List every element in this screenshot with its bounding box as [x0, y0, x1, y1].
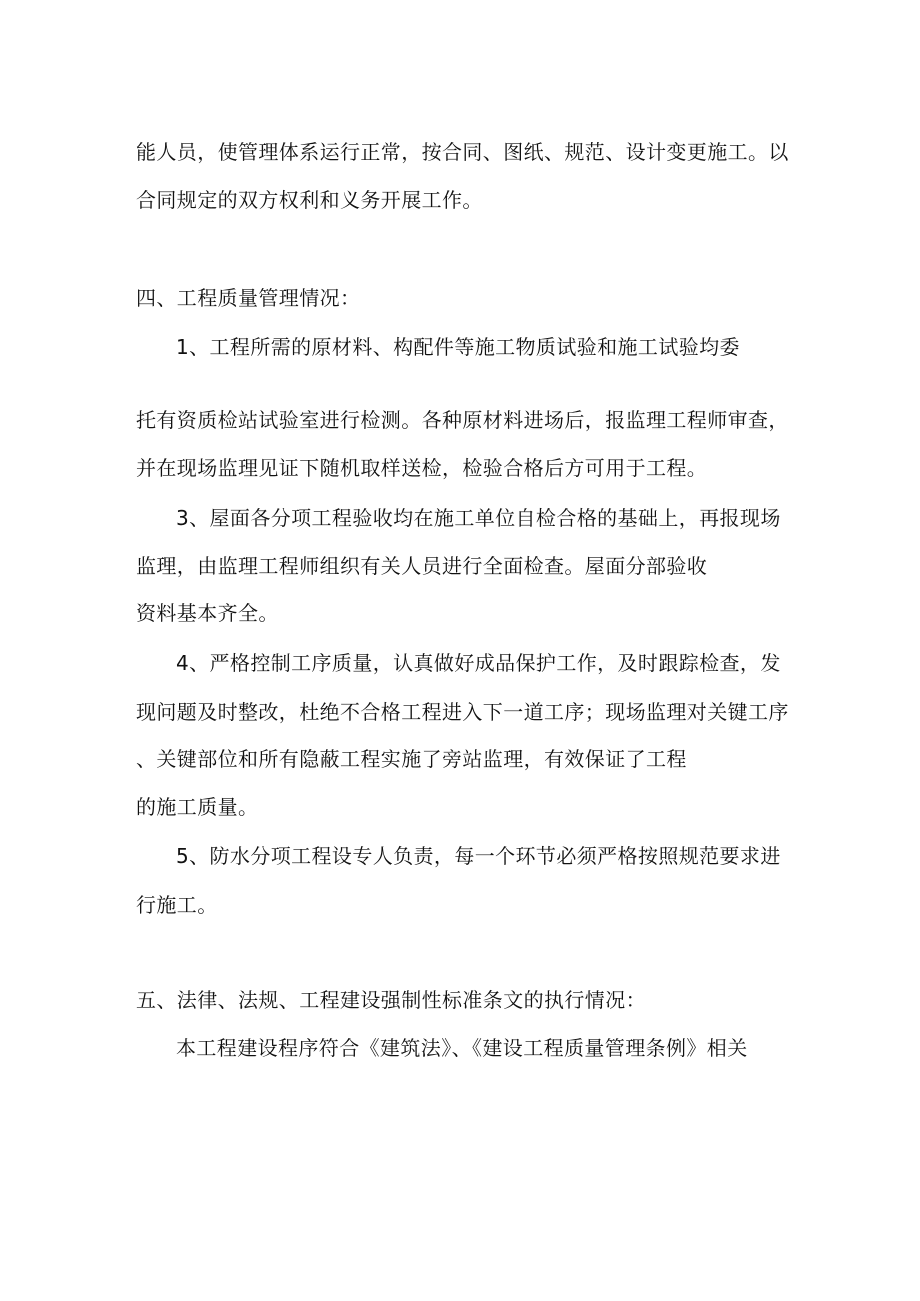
text-line: 的施工质量。: [136, 795, 259, 819]
text-line: 4、严格控制工序质量，认真做好成品保护工作，及时跟踪检查，发: [176, 651, 781, 675]
text-line: 托有资质检站试验室进行检测。各种原材料进场后，报监理工程师审查，: [136, 408, 789, 432]
text-line: 、关键部位和所有隐蔽工程实施了旁站监理，有效保证了工程: [136, 747, 687, 771]
section-heading: 四、工程质量管理情况：: [136, 286, 361, 310]
text-line: 1、工程所需的原材料、构配件等施工物质试验和施工试验均委: [176, 335, 740, 359]
text-line: 3、屋面各分项工程验收均在施工单位自检合格的基础上，再报现场: [176, 506, 781, 530]
text-line: 行施工。: [136, 893, 218, 917]
section-heading: 五、法律、法规、工程建设强制性标准条文的执行情况：: [136, 988, 646, 1012]
text-line: 本工程建设程序符合《建筑法》、《建设工程质量管理条例》相关: [176, 1036, 748, 1060]
text-line: 监理，由监理工程师组织有关人员进行全面检查。屋面分部验收: [136, 554, 708, 578]
text-line: 并在现场监理见证下随机取样送检，检验合格后方可用于工程。: [136, 456, 708, 480]
text-line: 现问题及时整改，杜绝不合格工程进入下一道工序；现场监理对关键工序: [136, 700, 789, 724]
text-line: 合同规定的双方权利和义务开展工作。: [136, 188, 483, 212]
text-line: 资料基本齐全。: [136, 601, 279, 625]
text-line: 5、防水分项工程设专人负责，每一个环节必须严格按照规范要求进: [176, 844, 781, 868]
text-line: 能人员，使管理体系运行正常，按合同、图纸、规范、设计变更施工。以: [136, 140, 789, 164]
